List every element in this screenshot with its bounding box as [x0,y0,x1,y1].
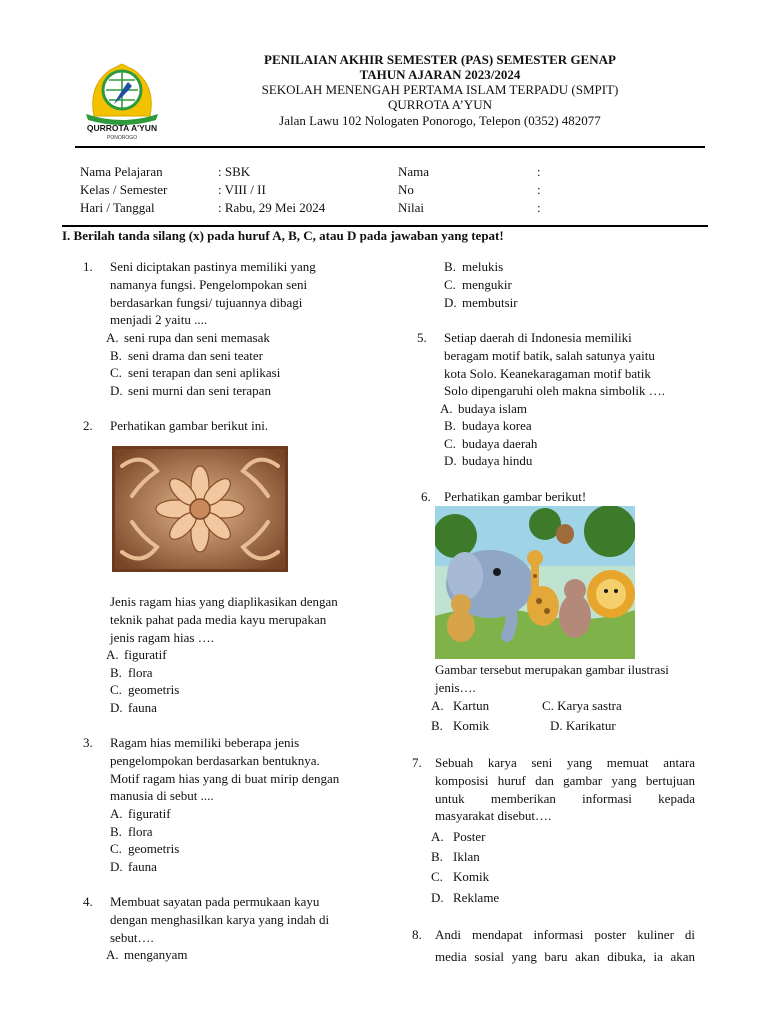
q4-line2: dengan menghasilkan karya yang indah di [110,911,330,927]
subject-label: Nama Pelajaran [80,164,163,179]
q2-option-a[interactable]: A. figuratif [106,647,167,662]
q6-intro: Perhatikan gambar berikut! [444,489,587,504]
class-label: Kelas / Semester [80,182,168,197]
school-address: Jalan Lawu 102 Nologaten Ponorogo, Telepon (0352) 482077 [279,113,601,128]
cartoon-animals-image [435,506,635,659]
q3-line2: pengelompokan berdasarkan bentuknya. [110,752,320,768]
q5-line1: Setiap daerah di Indonesia memiliki [444,330,632,345]
school-logo [80,56,164,142]
q7-option-c[interactable]: C. Komik [431,869,490,884]
name-colon: : [537,164,541,179]
q3-option-d[interactable]: D. fauna [110,858,157,874]
exam-title: PENILAIAN AKHIR SEMESTER (PAS) SEMESTER GENAP [264,52,616,67]
q5-option-d[interactable]: D. budaya hindu [444,453,533,468]
q7-option-a[interactable]: A. Poster [431,829,486,844]
wood-carving-image [112,446,288,572]
q3-line4: manusia di sebut .... [110,788,214,804]
q4-option-b[interactable]: B. melukis [444,259,504,274]
q2-number: 2. [83,418,93,433]
academic-year: TAHUN AJARAN 2023/2024 [359,67,521,82]
q7-line4: masyarakat disebut…. [435,808,552,824]
q7-line1: Sebuah karya seni yang memuat antara [435,755,695,770]
q2-intro: Perhatikan gambar berikut ini. [110,418,269,433]
q8-line2: media sosial yang baru akan dibuka, ia akan [435,949,695,964]
subject-value: : SBK [218,164,251,179]
q4-line1: Membuat sayatan pada permukaan kayu [110,894,320,909]
q5-option-c[interactable]: C. budaya daerah [444,435,538,451]
q2-option-c[interactable]: C. geometris [110,682,180,697]
no-label: No [398,182,414,197]
q3-line3: Motif ragam hias yang di buat mirip dengan [110,770,340,786]
q4-number: 4. [83,894,93,909]
q6-option-d[interactable]: D. Karikatur [550,717,616,733]
q1-line3: berdasarkan fungsi/ tujuannya dibagi [110,294,303,310]
instruction: I. Berilah tanda silang (x) pada huruf A, B, C, atau D pada jawaban yang tepat! [62,228,504,243]
q3-option-c[interactable]: C. geometris [110,841,180,856]
q5-line2: beragam motif batik, salah satunya yaitu [444,347,655,363]
q4-option-c[interactable]: C. mengukir [444,276,512,292]
q7-option-b[interactable]: B. Iklan [431,849,480,864]
q3-option-a[interactable]: A. figuratif [110,806,171,821]
score-colon: : [537,200,541,215]
date-label: Hari / Tanggal [80,200,155,215]
q5-number: 5. [417,330,427,345]
q4-option-a[interactable]: A. menganyam [106,947,188,962]
q1-line2: namanya fungsi. Pengelompokan seni [110,276,308,292]
q1-option-c[interactable]: C. seni terapan dan seni aplikasi [110,365,281,380]
q2-line2: teknik pahat pada media kayu merupakan [110,611,327,627]
q1-option-b[interactable]: B. seni drama dan seni teater [110,347,263,363]
class-value: : VIII / II [218,182,266,197]
q5-line3: kota Solo. Keanekaragaman motif batik [444,365,651,381]
q7-line2: komposisi huruf dan gambar yang bertujuan [435,772,695,788]
q5-option-b[interactable]: B. budaya korea [444,418,532,433]
logo-text: QURROTA A'YUN [86,123,158,133]
q2-option-d[interactable]: D. fauna [110,699,157,715]
q2-line1: Jenis ragam hias yang diaplikasikan dengan [110,594,338,609]
q3-line1: Ragam hias memiliki beberapa jenis [110,735,300,750]
q2-option-b[interactable]: B. flora [110,664,153,680]
header-divider [75,146,705,148]
no-colon: : [537,182,541,197]
q1-option-a[interactable]: A. seni rupa dan seni memasak [106,330,270,345]
q3-number: 3. [83,735,93,750]
q6-line1: Gambar tersebut merupakan gambar ilustrasi [435,662,669,677]
q2-line3: jenis ragam hias …. [110,629,214,645]
q6-line2: jenis…. [435,679,476,695]
q4-option-d[interactable]: D. membutsir [444,294,518,310]
q5-option-a[interactable]: A. budaya islam [440,400,527,416]
score-label: Nilai [398,200,424,215]
q4-line3: sebut…. [110,929,154,945]
q8-line1: Andi mendapat informasi poster kuliner di [435,927,695,942]
q6-number: 6. [421,489,431,504]
q3-option-b[interactable]: B. flora [110,823,153,839]
q6-option-c[interactable]: C. Karya sastra [542,697,622,713]
school-name: QURROTA A’YUN [387,97,493,112]
date-value: : Rabu, 29 Mei 2024 [218,200,326,215]
q7-option-d[interactable]: D. Reklame [431,890,500,905]
school-type: SEKOLAH MENENGAH PERTAMA ISLAM TERPADU (SMPIT) [261,82,619,97]
q1-number: 1. [83,259,93,274]
info-divider [62,225,708,227]
q7-line3: untuk memberikan informasi kepada [435,790,695,806]
q6-option-a[interactable]: A. Kartun [431,697,490,713]
q1-line4: menjadi 2 yaitu .... [110,312,208,328]
q8-number: 8. [412,927,422,942]
logo-sub: PONOROGO [106,135,138,141]
q7-number: 7. [412,755,422,770]
q1-line1: Seni diciptakan pastinya memiliki yang [110,259,316,274]
q6-option-b[interactable]: B. Komik [431,717,490,733]
q5-line4: Solo dipengaruhi oleh makna simbolik …. [444,383,665,399]
q1-option-d[interactable]: D. seni murni dan seni terapan [110,382,271,398]
name-label: Nama [398,164,430,179]
